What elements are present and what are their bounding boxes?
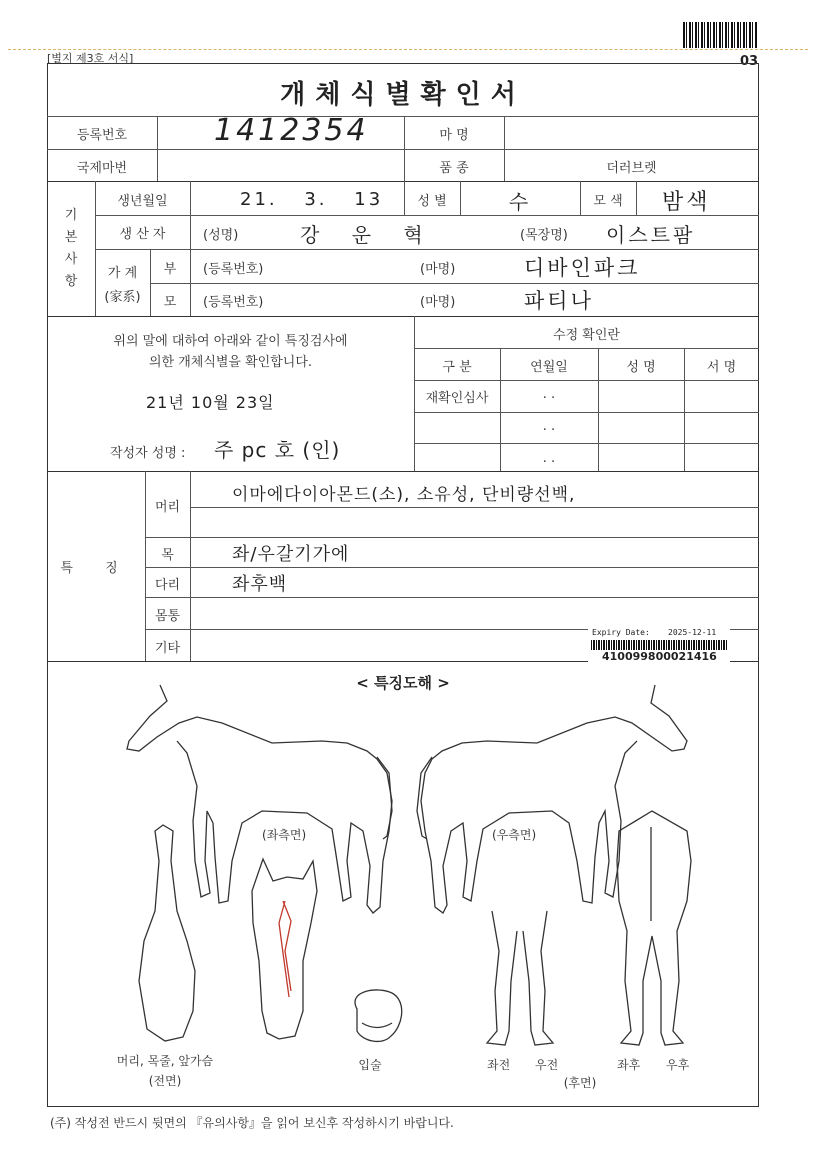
producer-name-label: (성명) xyxy=(203,228,239,243)
amend-row-type: 재확인심사 xyxy=(425,391,489,406)
breed-value: 더러브렛 xyxy=(606,161,657,176)
dam-reg-label: (등록번호) xyxy=(203,295,264,310)
left-side-caption: (좌측면) xyxy=(262,828,307,842)
sire-name-label: (마명) xyxy=(420,262,456,277)
pedigree-hanja: (家系) xyxy=(104,290,141,305)
right-side-horse xyxy=(417,685,687,913)
breed-label: 품 종 xyxy=(439,161,469,176)
hind-right-caption: 우후 xyxy=(666,1058,690,1072)
confirm-date: 21년 10월 23일 xyxy=(146,393,275,412)
hind-left-caption: 좌후 xyxy=(617,1058,641,1072)
reg-no-label: 등록번호 xyxy=(76,128,128,143)
rear-view xyxy=(617,811,691,1045)
producer-name-value: 강 운 혁 xyxy=(300,223,426,247)
amend-row-date: . . xyxy=(542,451,556,466)
statement-line-1: 위의 말에 대하여 아래와 같이 특징검사에 xyxy=(113,334,348,349)
document-title: 개체식별확인서 xyxy=(280,80,526,110)
other-label: 기타 xyxy=(154,641,181,656)
sire-reg-label: (등록번호) xyxy=(203,262,264,277)
sire-label: 부 xyxy=(163,262,177,277)
dam-label: 모 xyxy=(163,295,177,310)
front-caption: 머리, 목줄, 앞가슴 xyxy=(116,1054,214,1068)
left-side-horse xyxy=(127,685,392,913)
color-value: 밤색 xyxy=(662,190,711,215)
front-sub-caption: (전면) xyxy=(148,1074,182,1088)
muzzle-view xyxy=(355,990,402,1041)
features-section-label: 특 징 xyxy=(60,561,132,576)
horse-diagram xyxy=(47,661,759,1107)
rear-sub-caption: (후면) xyxy=(563,1076,597,1090)
head-label: 머리 xyxy=(154,500,181,515)
dob-label: 생년월일 xyxy=(117,194,168,209)
basic-section-label: 기본사항 xyxy=(64,208,78,289)
front-left-caption: 좌전 xyxy=(487,1058,511,1072)
front-view-head xyxy=(252,859,317,1039)
front-right-caption: 우전 xyxy=(535,1058,559,1072)
expiry-value: 2025-12-11 xyxy=(668,628,717,637)
amend-header-sign: 서 명 xyxy=(706,360,737,375)
chip-barcode xyxy=(591,640,727,650)
amend-header-type: 구 분 xyxy=(442,360,472,375)
intl-no-label: 국제마번 xyxy=(76,161,128,176)
reg-no-value: 1412354 xyxy=(214,113,369,148)
sire-name-value: 디바인파크 xyxy=(524,256,641,280)
chip-number: 410099800021416 xyxy=(602,650,717,663)
legs-value: 좌후백 xyxy=(232,574,288,595)
expiry-label: Expiry Date: xyxy=(592,628,650,637)
front-legs-view xyxy=(487,911,553,1045)
writer-value: 주 pc 호 (인) xyxy=(214,438,341,462)
page-number: 03 xyxy=(740,54,759,69)
legs-label: 다리 xyxy=(154,578,181,593)
front-view-chest xyxy=(139,825,195,1041)
amend-header-date: 연월일 xyxy=(530,360,568,375)
amend-title: 수정 확인란 xyxy=(553,328,620,343)
statement-line-2: 의한 개체식별을 확인합니다. xyxy=(148,355,313,370)
producer-label: 생 산 자 xyxy=(119,227,166,242)
amend-row-date: . . xyxy=(542,419,556,434)
ranch-label: (목장명) xyxy=(520,228,568,243)
right-side-caption: (우측면) xyxy=(492,828,537,842)
diagram-title: < 특징도해 > xyxy=(356,674,450,692)
document-barcode xyxy=(683,22,757,48)
dam-name-value: 파티나 xyxy=(524,289,594,313)
lips-caption: 입술 xyxy=(358,1058,382,1072)
dam-name-label: (마명) xyxy=(420,295,456,310)
sex-label: 성 별 xyxy=(417,194,447,209)
ranch-value: 이스트팜 xyxy=(606,223,696,247)
neck-value: 좌/우갈기가에 xyxy=(232,544,350,565)
body-label: 몸통 xyxy=(154,609,181,624)
neck-label: 목 xyxy=(161,548,174,563)
amend-header-name: 성 명 xyxy=(626,360,656,375)
color-label: 모 색 xyxy=(593,194,623,209)
pedigree-label: 가 계 xyxy=(107,266,138,281)
horse-name-label: 마 명 xyxy=(439,128,469,143)
writer-label: 작성자 성명 : xyxy=(110,446,186,461)
sex-value: 수 xyxy=(508,190,532,214)
footer-note: (주) 작성전 반드시 뒷면의 『유의사항』을 읽어 보신후 작성하시기 바랍니다. xyxy=(50,1116,454,1130)
dob-value: 21. 3. 13 xyxy=(240,189,384,210)
form-number: [별지 제3호 서식] xyxy=(47,52,134,65)
head-value: 이마에다이아몬드(소), 소유성, 단비량선백, xyxy=(232,485,576,505)
amend-row-date: . . xyxy=(542,387,556,402)
